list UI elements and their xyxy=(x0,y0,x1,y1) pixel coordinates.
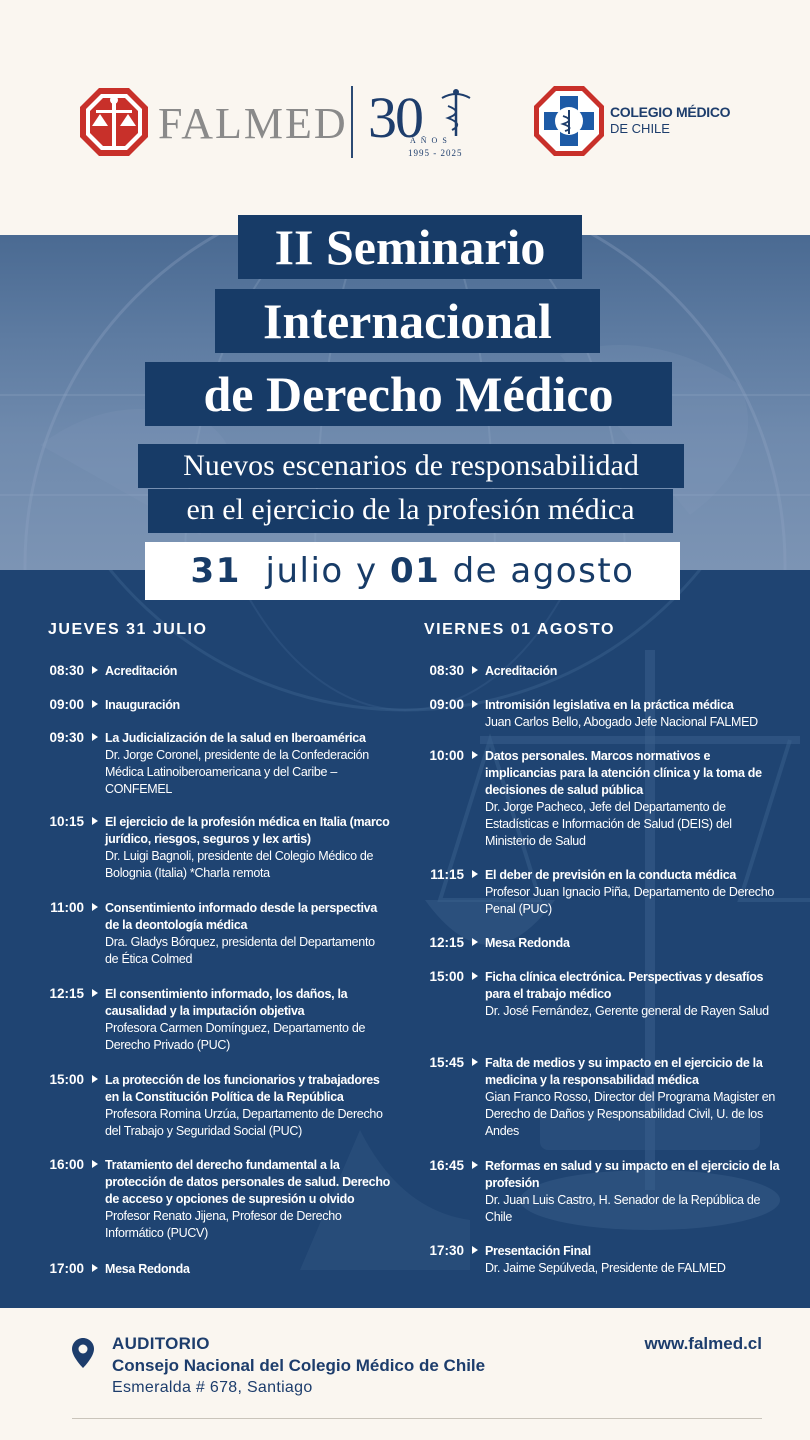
schedule-title: Acreditación xyxy=(105,664,178,678)
anniversary-word: AÑOS xyxy=(410,136,452,145)
location-pin-icon xyxy=(72,1338,94,1368)
header-divider xyxy=(351,86,353,158)
play-arrow-icon xyxy=(472,870,478,878)
title-line-1: II Seminario xyxy=(238,215,582,279)
colegio-medico-logo-icon xyxy=(532,84,606,158)
schedule-title: El consentimiento informado, los daños, la causalidad y la imputación objetiva xyxy=(105,987,348,1018)
schedule-speaker: Dr. Jaime Sepúlveda, Presidente de FALMED xyxy=(485,1261,726,1275)
schedule-speaker: Profesora Carmen Domínguez, Departamento de Derecho Privado (PUC) xyxy=(105,1021,366,1052)
play-arrow-icon xyxy=(472,666,478,674)
play-arrow-icon xyxy=(92,700,98,708)
play-arrow-icon xyxy=(472,1058,478,1066)
schedule-title: Falta de medios y su impacto en el ejercicio de la medicina y la responsabilidad médica xyxy=(485,1056,763,1087)
play-arrow-icon xyxy=(472,700,478,708)
schedule-speaker: Dr. Juan Luis Castro, H. Senador de la República de Chile xyxy=(485,1193,761,1224)
schedule-time: 16:00 xyxy=(49,1157,84,1172)
schedule-title: El deber de previsión en la conducta médica xyxy=(485,868,737,882)
schedule-time: 17:30 xyxy=(429,1243,464,1258)
play-arrow-icon xyxy=(472,938,478,946)
title-line-3: de Derecho Médico xyxy=(145,362,672,426)
schedule-speaker: Dr. Jorge Pacheco, Jefe del Departamento de Estadísticas e Información de Salud (DEIS) del Ministerio de Salud xyxy=(485,800,732,848)
venue-block xyxy=(112,1334,485,1397)
title-line-2: Internacional xyxy=(215,289,600,353)
event-date-bar xyxy=(145,542,680,600)
schedule-speaker: Gian Franco Rosso, Director del Programa Magister en Derecho de Daños y Responsabilidad Civil, U. de los Andes xyxy=(485,1090,776,1138)
program-section xyxy=(0,570,810,1308)
schedule-time: 09:00 xyxy=(49,697,84,712)
colegio-medico-name xyxy=(610,104,730,136)
footer xyxy=(0,1308,810,1440)
date-month-2: de agosto xyxy=(452,551,635,591)
schedule-title: La protección de los funcionarios y trabajadores en la Constitución Política de la República xyxy=(105,1073,380,1104)
schedule-title: Intromisión legislativa en la práctica médica xyxy=(485,698,734,712)
schedule-time: 15:00 xyxy=(49,1072,84,1087)
anniversary-mark xyxy=(368,84,483,162)
schedule-time: 09:30 xyxy=(49,730,84,745)
schedule-speaker: Dr. Jorge Coronel, presidente de la Confederación Médica Latinoiberoamericana y del Caribe – CONFEMEL xyxy=(105,748,369,796)
date-day-2: 01 xyxy=(389,551,441,591)
day2-heading: VIERNES 01 AGOSTO xyxy=(424,621,615,638)
website-link[interactable]: www.falmed.cl xyxy=(644,1334,762,1353)
schedule-title: Ficha clínica electrónica. Perspectivas y desafíos para el trabajo médico xyxy=(485,970,764,1001)
schedule-time: 10:00 xyxy=(429,748,464,763)
schedule-time: 08:30 xyxy=(49,663,84,678)
schedule-title: Consentimiento informado desde la perspectiva de la deontología médica xyxy=(105,901,377,932)
schedule-speaker: Juan Carlos Bello, Abogado Jefe Nacional FALMED xyxy=(485,715,758,729)
date-day-1: 31 xyxy=(190,551,241,591)
schedule-title: Mesa Redonda xyxy=(485,936,570,950)
schedule-time: 17:00 xyxy=(49,1261,84,1276)
schedule-title: Datos personales. Marcos normativos e implicancias para la atención clínica y la toma de decisiones de salud pública xyxy=(485,749,762,797)
schedule-time: 12:15 xyxy=(49,986,84,1001)
header xyxy=(0,0,810,235)
schedule-title: Tratamiento del derecho fundamental a la protección de datos personales de salud. Derecho de acceso y opciones de supresión u olvido xyxy=(105,1158,390,1206)
schedule-time: 12:15 xyxy=(429,935,464,950)
play-arrow-icon xyxy=(472,1246,478,1254)
schedule-speaker: Profesor Renato Jijena, Profesor de Derecho Informático (PUCV) xyxy=(105,1209,342,1240)
schedule-time: 11:00 xyxy=(50,900,84,915)
play-arrow-icon xyxy=(92,817,98,825)
schedule-time: 08:30 xyxy=(429,663,464,678)
play-arrow-icon xyxy=(92,903,98,911)
play-arrow-icon xyxy=(92,1264,98,1272)
schedule-time: 16:45 xyxy=(429,1158,464,1173)
day1-heading: JUEVES 31 JULIO xyxy=(48,621,208,638)
schedule-title: Acreditación xyxy=(485,664,558,678)
schedule-time: 11:15 xyxy=(430,867,464,882)
schedule-time: 10:15 xyxy=(49,814,84,829)
schedule-title: Reformas en salud y su impacto en el ejercicio de la profesión xyxy=(485,1159,780,1190)
schedule-title: Mesa Redonda xyxy=(105,1262,190,1276)
play-arrow-icon xyxy=(472,972,478,980)
venue-name: Consejo Nacional del Colegio Médico de Chile xyxy=(112,1356,486,1375)
footer-divider xyxy=(72,1418,762,1419)
play-arrow-icon xyxy=(472,1161,478,1169)
anniversary-number: 30 xyxy=(368,85,422,150)
falmed-shield-icon xyxy=(78,86,150,158)
play-arrow-icon xyxy=(92,666,98,674)
schedule-title: Inauguración xyxy=(105,698,180,712)
venue-label: AUDITORIO xyxy=(112,1334,210,1353)
schedule-speaker: Dr. Luigi Bagnoli, presidente del Colegio Médico de Bolognia (Italia) *Charla remota xyxy=(105,849,374,880)
play-arrow-icon xyxy=(92,1160,98,1168)
subtitle-line-1: Nuevos escenarios de responsabilidad xyxy=(138,444,684,488)
date-month-1: julio y xyxy=(265,551,378,591)
schedule-title: La Judicialización de la salud en Iberoamérica xyxy=(105,731,366,745)
falmed-wordmark: FALMED xyxy=(158,99,348,148)
schedule-speaker: Dra. Gladys Bórquez, presidenta del Departamento de Ética Colmed xyxy=(105,935,375,966)
play-arrow-icon xyxy=(92,1075,98,1083)
play-arrow-icon xyxy=(92,733,98,741)
anniversary-years: 1995 - 2025 xyxy=(408,148,463,158)
schedule-speaker: Dr. José Fernández, Gerente general de Rayen Salud xyxy=(485,1004,769,1018)
subtitle-line-2: en el ejercicio de la profesión médica xyxy=(148,489,673,533)
schedule-time: 15:00 xyxy=(429,969,464,984)
venue-address: Esmeralda # 678, Santiago xyxy=(112,1379,313,1396)
colegio-medico-line2: DE CHILE xyxy=(610,121,670,136)
schedule-title: Presentación Final xyxy=(485,1244,591,1258)
play-arrow-icon xyxy=(472,751,478,759)
schedule-speaker: Profesora Romina Urzúa, Departamento de Derecho del Trabajo y Seguridad Social (PUC) xyxy=(105,1107,383,1138)
play-arrow-icon xyxy=(92,989,98,997)
colegio-medico-line1: COLEGIO MÉDICO xyxy=(610,104,731,120)
schedule-title: El ejercicio de la profesión médica en Italia (marco jurídico, riesgos, seguros y lex artis) xyxy=(105,815,390,846)
schedule-time: 15:45 xyxy=(429,1055,464,1070)
schedule-speaker: Profesor Juan Ignacio Piña, Departamento de Derecho Penal (PUC) xyxy=(485,885,775,916)
caduceus-icon xyxy=(436,88,476,138)
schedule-time: 09:00 xyxy=(429,697,464,712)
